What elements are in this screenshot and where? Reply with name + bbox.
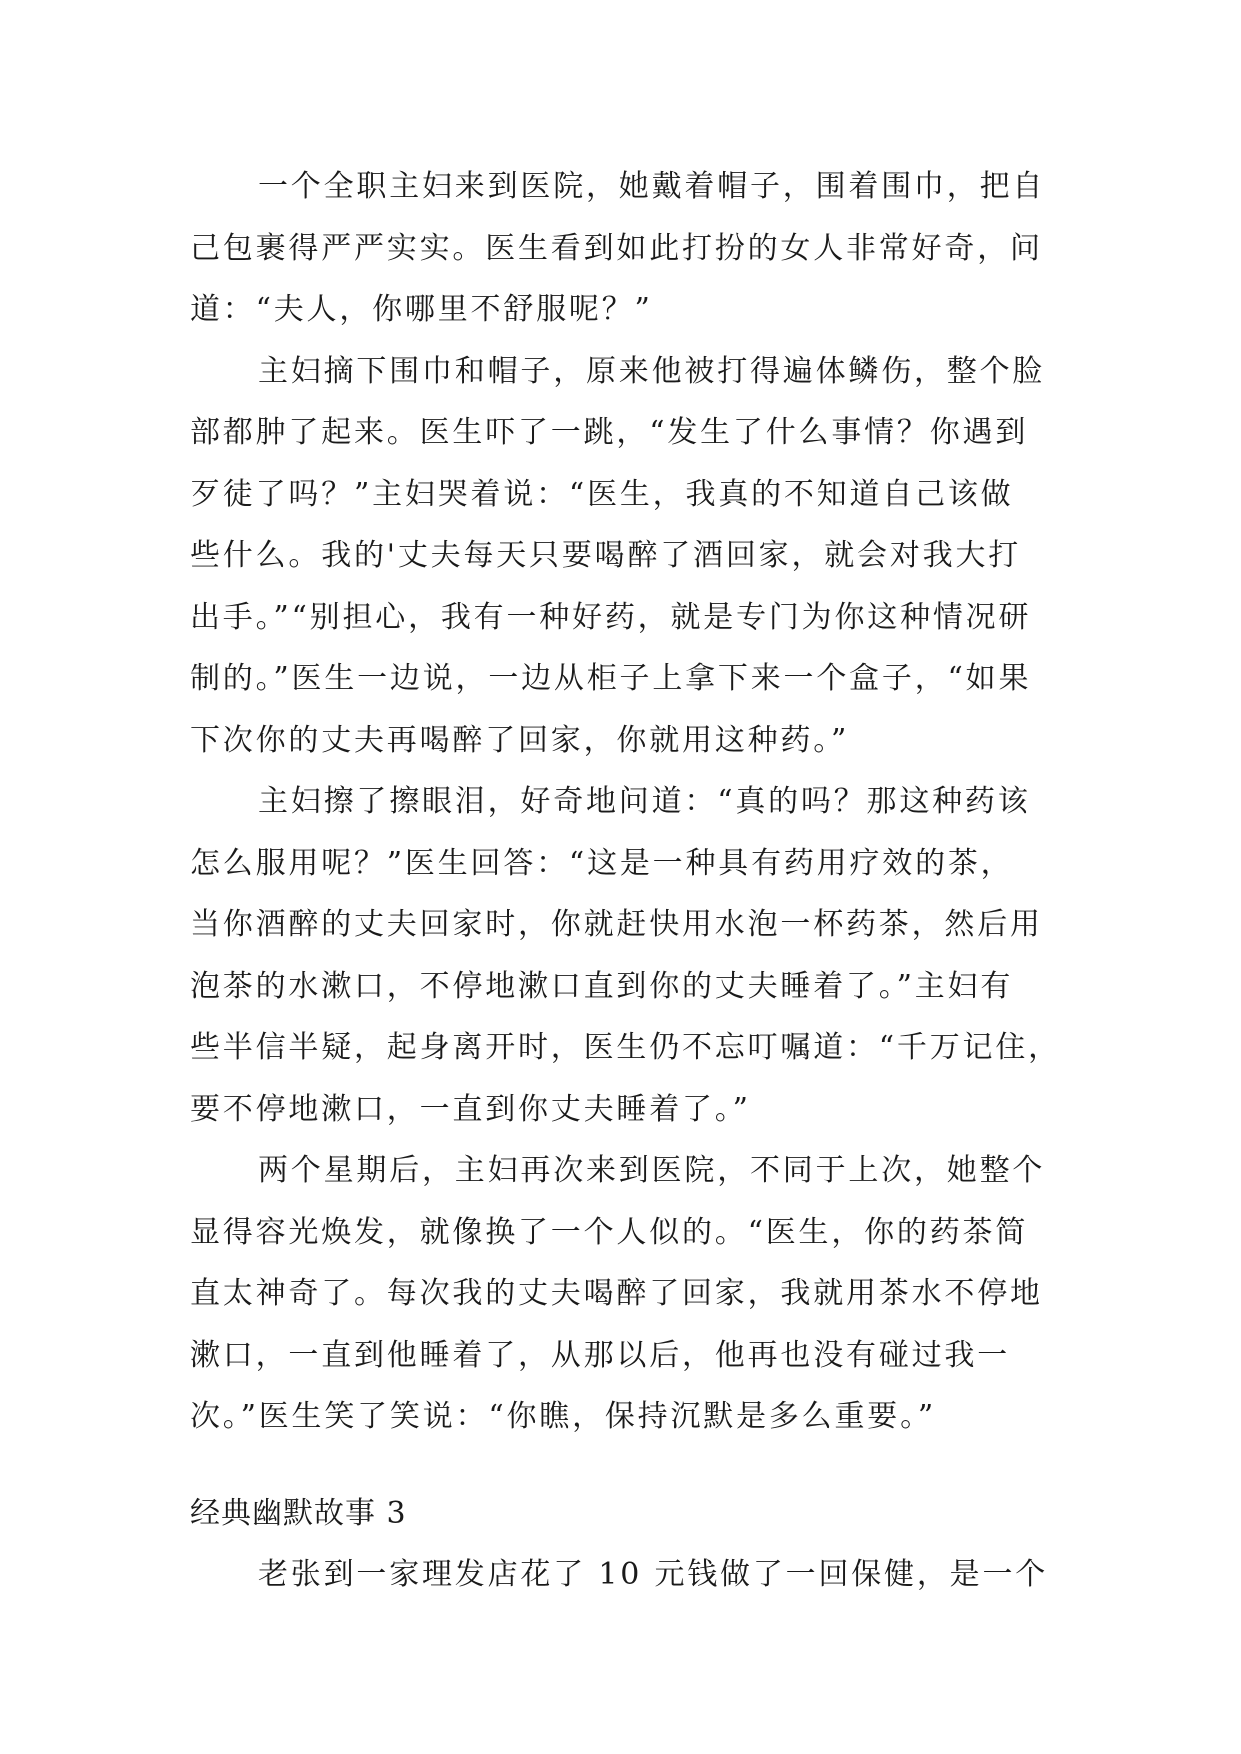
paragraph-line: 老张到一家理发店花了 10 元钱做了一回保健，是一个 xyxy=(258,1557,1049,1592)
paragraph-line: 些什么。我的'丈夫每天只要喝醉了酒回家，就会对我大打 xyxy=(190,538,1022,573)
paragraph-line: 部都肿了起来。医生吓了一跳，“发生了什么事情？你遇到 xyxy=(190,415,1029,450)
paragraph-line: 出手。”“别担心，我有一种好药，就是专门为你这种情况研 xyxy=(190,599,1032,635)
paragraph-line: 显得容光焕发，就像换了一个人似的。“医生，你的药茶简 xyxy=(190,1214,1029,1250)
paragraph-line: 漱口，一直到他睡着了，从那以后，他再也没有碰过我一 xyxy=(190,1337,1010,1373)
paragraph-line: 道：“夫人，你哪里不舒服呢？” xyxy=(190,292,653,327)
paragraph-line: 主妇擦了擦眼泪，好奇地问道：“真的吗？那这种药该 xyxy=(258,784,1031,819)
paragraph-line: 要不停地漱口，一直到你丈夫睡着了。” xyxy=(190,1091,751,1127)
paragraph-line: 泡茶的水漱口，不停地漱口直到你的丈夫睡着了。”主妇有 xyxy=(190,968,1014,1004)
paragraph-line: 主妇摘下围巾和帽子，原来他被打得遍体鳞伤，整个脸 xyxy=(258,353,1046,389)
paragraph-line: 己包裹得严严实实。医生看到如此打扮的女人非常好奇，问 xyxy=(190,230,1043,266)
paragraph-line: 次。”医生笑了笑说：“你瞧，保持沉默是多么重要。” xyxy=(190,1399,937,1434)
paragraph-line: 制的。”医生一边说，一边从柜子上拿下来一个盒子，“如果 xyxy=(190,661,1032,696)
paragraph-line: 下次你的丈夫再喝醉了回家，你就用这种药。” xyxy=(190,722,850,758)
section-heading: 经典幽默故事 3 xyxy=(190,1495,407,1531)
paragraph-line: 直太神奇了。每次我的丈夫喝醉了回家，我就用茶水不停地 xyxy=(190,1276,1043,1311)
paragraph-line: 些半信半疑，起身离开时，医生仍不忘叮嘱道：“千万记住， xyxy=(190,1030,1061,1065)
paragraph-line: 两个星期后，主妇再次来到医院，不同于上次，她整个 xyxy=(258,1153,1046,1188)
paragraph-line: 一个全职主妇来到医院，她戴着帽子，围着围巾，把自 xyxy=(258,169,1046,204)
paragraph-line: 当你酒醉的丈夫回家时，你就赶快用水泡一杯药茶，然后用 xyxy=(190,907,1043,942)
document-body xyxy=(190,156,1070,1606)
paragraph-line: 怎么服用呢？”医生回答：“这是一种具有药用疗效的茶， xyxy=(190,845,1014,881)
paragraph-line: 歹徒了吗？”主妇哭着说：“医生，我真的不知道自己该做 xyxy=(190,476,1014,512)
